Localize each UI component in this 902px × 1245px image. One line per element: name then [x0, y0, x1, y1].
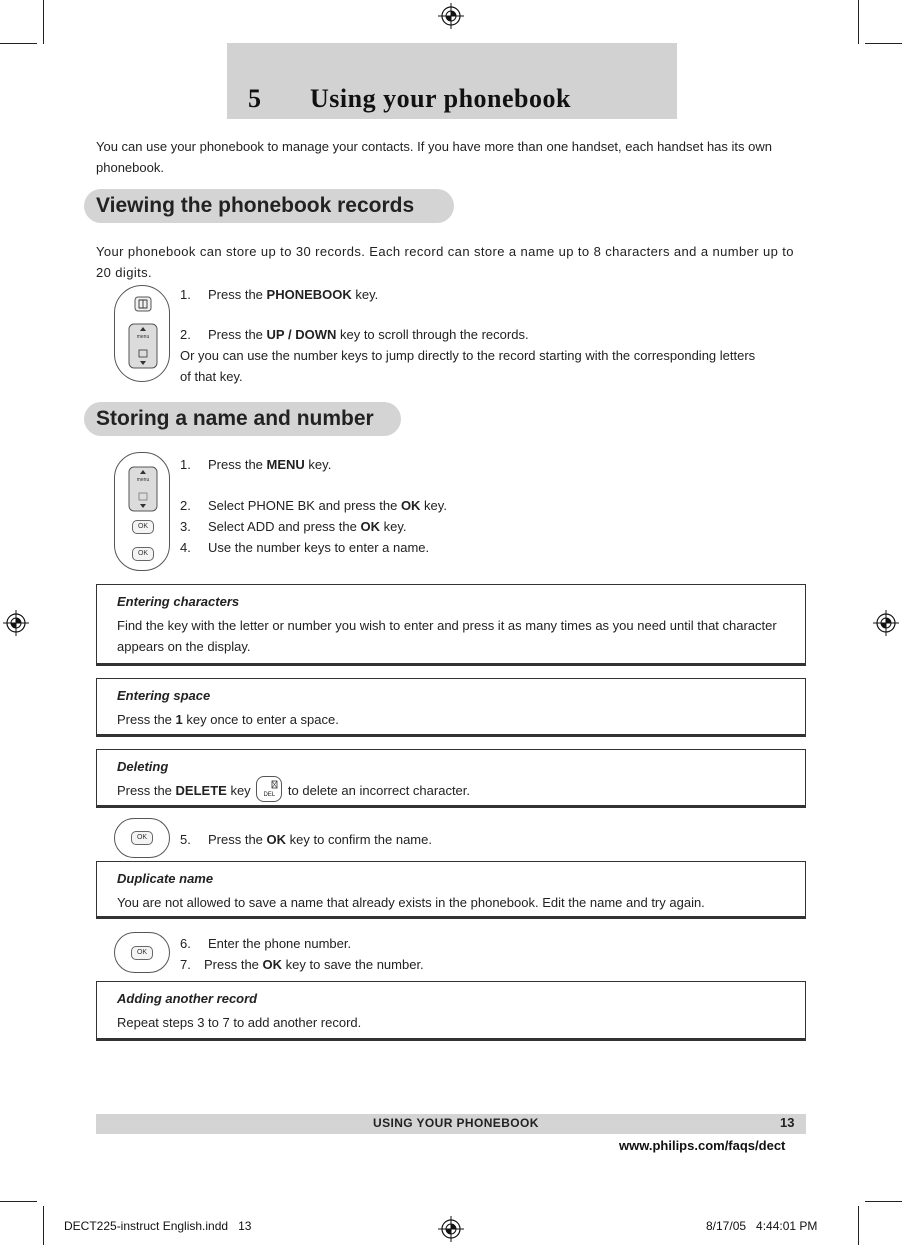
- view-step-2: 2. Press the UP / DOWN key to scroll through the records.: [180, 327, 529, 342]
- registration-mark-icon: [438, 3, 464, 29]
- crop-mark: [865, 1201, 902, 1202]
- store-step-7: 7. Press the OK key to save the number.: [180, 957, 424, 972]
- store-step-3: 3. Select ADD and press the OK key.: [180, 519, 407, 534]
- note-body: You are not allowed to save a name that already exists in the phonebook. Edit the name and try again.: [117, 895, 705, 910]
- ok-key-icon: OK: [131, 831, 153, 845]
- view-extra-line-2: of that key.: [180, 369, 243, 384]
- store-step-6: 6. Enter the phone number.: [180, 936, 352, 951]
- crop-mark: [43, 0, 44, 44]
- note-deleting: [96, 749, 806, 808]
- note-body: Press the DELETE key DEL to delete an incorrect character.: [117, 780, 777, 802]
- section-heading-viewing: Viewing the phonebook records: [84, 189, 454, 223]
- crop-mark: [858, 1206, 859, 1245]
- menu-key-label: menu: [136, 334, 150, 340]
- store-step-2: 2. Select PHONE BK and press the OK key.: [180, 498, 447, 513]
- chapter-number: 5: [248, 84, 261, 113]
- note-title: Entering space: [117, 688, 211, 703]
- crop-mark: [0, 1201, 37, 1202]
- slug-filename: DECT225-instruct English.indd 13: [64, 1219, 252, 1233]
- phonebook-keypad-icon: [114, 285, 170, 382]
- registration-mark-icon: [438, 1216, 464, 1242]
- note-title: Entering characters: [117, 594, 240, 609]
- note-adding-another-record: [96, 981, 806, 1041]
- section-description: Your phonebook can store up to 30 records. Each record can store a name up to 8 characters and a number up to 20 digits.: [96, 244, 794, 280]
- view-extra-line-1: Or you can use the number keys to jump directly to the record starting with the corresponding letters: [180, 348, 756, 363]
- store-step-1: 1. Press the MENU key.: [180, 457, 332, 472]
- note-body: Press the 1 key once to enter a space.: [117, 712, 339, 727]
- menu-key-label: menu: [136, 477, 150, 483]
- note-title: Adding another record: [117, 991, 258, 1006]
- footer-url: www.philips.com/faqs/dect: [619, 1138, 786, 1153]
- note-entering-space: [96, 678, 806, 737]
- store-step-5: 5. Press the OK key to confirm the name.: [180, 832, 432, 847]
- note-body: Repeat steps 3 to 7 to add another record.: [117, 1015, 362, 1030]
- chapter-title: Using your phonebook: [310, 84, 571, 113]
- intro-paragraph: You can use your phonebook to manage your contacts. If you have more than one handset, each handset has its own phonebook.: [96, 139, 772, 175]
- crop-mark: [0, 43, 37, 44]
- note-title: Deleting: [117, 759, 169, 774]
- ok-keypad-icon: [114, 932, 170, 973]
- section-heading-storing: Storing a name and number: [84, 402, 401, 436]
- note-duplicate-name: [96, 861, 806, 919]
- view-step-1: 1. Press the PHONEBOOK key.: [180, 287, 379, 302]
- page-number: 13: [780, 1115, 795, 1130]
- crop-mark: [858, 0, 859, 44]
- footer-title: USING YOUR PHONEBOOK: [373, 1116, 539, 1130]
- note-entering-characters: [96, 584, 806, 666]
- registration-mark-icon: [873, 610, 899, 636]
- slug-datetime: 8/17/05 4:44:01 PM: [706, 1219, 818, 1233]
- registration-mark-icon: [3, 610, 29, 636]
- ok-key-icon: OK: [132, 520, 154, 534]
- store-step-4: 4. Use the number keys to enter a name.: [180, 540, 430, 555]
- ok-keypad-icon: [114, 818, 170, 858]
- note-title: Duplicate name: [117, 871, 214, 886]
- crop-mark: [43, 1206, 44, 1245]
- crop-mark: [865, 43, 902, 44]
- delete-key-icon: DEL: [256, 776, 282, 802]
- ok-key-icon: OK: [132, 547, 154, 561]
- menu-ok-keypad-icon: [114, 452, 170, 571]
- note-body: Find the key with the letter or number you wish to enter and press it as many times as you need until that character appears on the display.: [117, 618, 777, 654]
- ok-key-icon: OK: [131, 946, 153, 960]
